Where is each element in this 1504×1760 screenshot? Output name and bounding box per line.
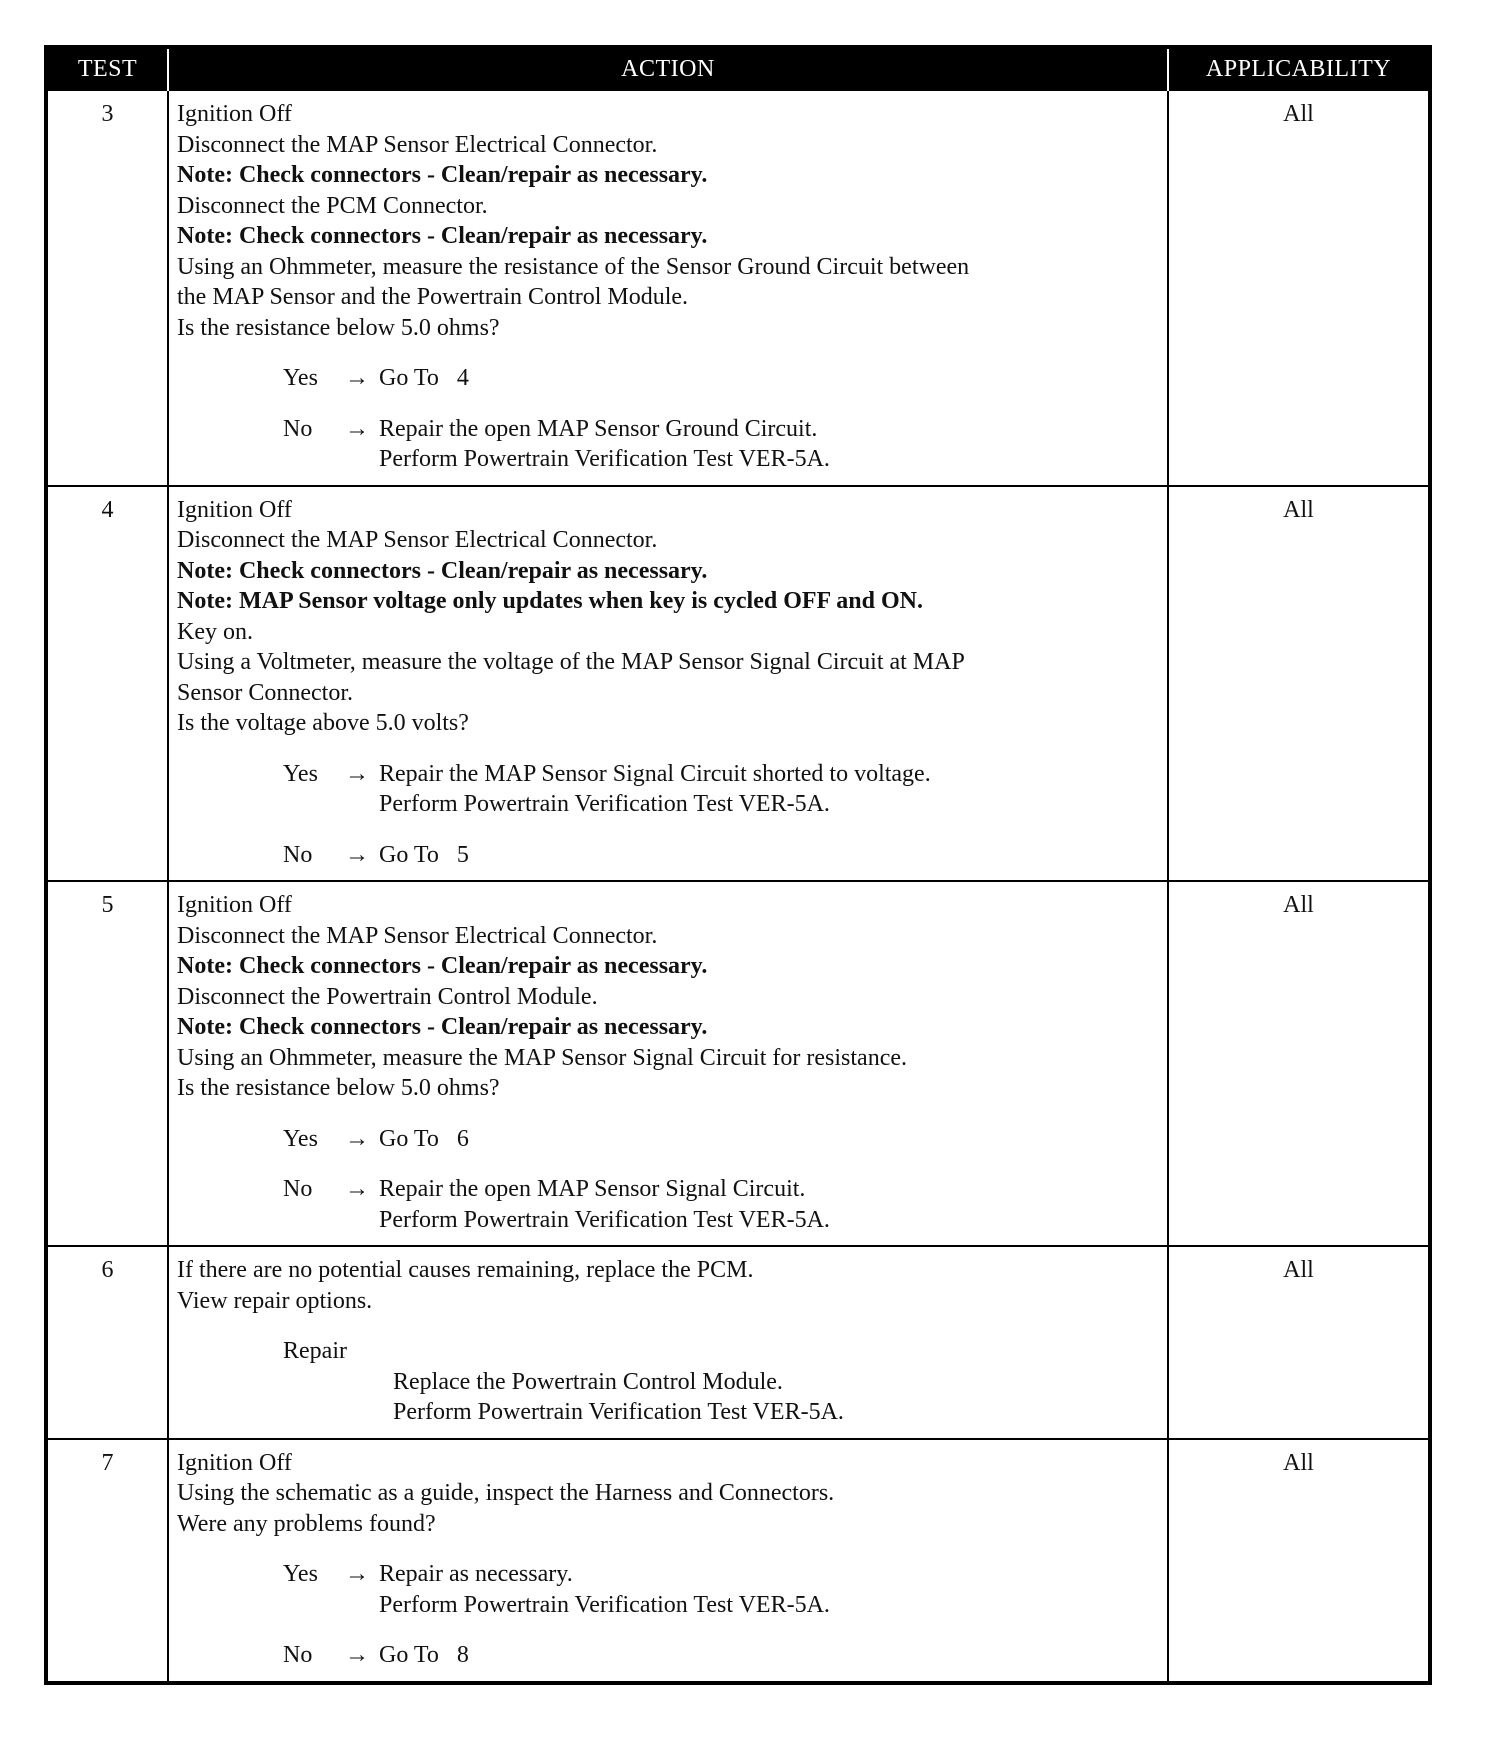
outcome-instruction: Repair the open MAP Sensor Signal Circuit. (379, 1176, 806, 1202)
repair-instruction: Perform Powertrain Verification Test VER-5A. (393, 1399, 844, 1425)
step-line: Is the resistance below 5.0 ohms? (177, 1075, 500, 1101)
action-cell (168, 881, 1168, 1246)
arrow-icon: → (345, 365, 369, 391)
arrow-icon: → (345, 1125, 369, 1152)
table-header-row (46, 47, 1430, 90)
header-action: ACTION (168, 47, 1168, 90)
goto-number: 8 (456, 1642, 469, 1668)
outcome-label: No (283, 415, 313, 442)
outcome-no (177, 1640, 1159, 1671)
step-line: Disconnect the MAP Sensor Electrical Connector. (177, 922, 658, 949)
goto-label: Go To (379, 1125, 439, 1152)
goto-number: 5 (456, 841, 469, 868)
outcome-result (379, 414, 1159, 475)
outcome-yes (177, 759, 1159, 820)
table-row (46, 90, 1430, 486)
note-line: Note: Check connectors - Clean/repair as necessary. (177, 1014, 708, 1040)
outcome-instruction: Repair the open MAP Sensor Ground Circuit. (379, 415, 818, 442)
outcome-label: Yes (283, 365, 318, 391)
step-line: If there are no potential causes remaining, replace the PCM. (177, 1257, 754, 1283)
test-number: 4 (46, 486, 168, 882)
goto-label: Go To (379, 1642, 439, 1668)
step-line: Were any problems found? (177, 1510, 436, 1537)
arrow-icon: → (345, 1176, 369, 1202)
test-number: 6 (46, 1246, 168, 1439)
goto-line (379, 840, 1159, 871)
step-line: Disconnect the MAP Sensor Electrical Connector. (177, 131, 658, 158)
step-line: Disconnect the MAP Sensor Electrical Connector. (177, 527, 658, 553)
goto-line (379, 1640, 1159, 1671)
repair-instruction: Replace the Powertrain Control Module. (393, 1368, 783, 1395)
note-line: Note: Check connectors - Clean/repair as necessary. (177, 162, 708, 188)
table-row (46, 486, 1430, 882)
outcome-result (379, 759, 1159, 820)
action-cell (168, 1439, 1168, 1683)
test-number: 5 (46, 881, 168, 1246)
step-line: Disconnect the PCM Connector. (177, 192, 488, 219)
arrow-icon: → (345, 1642, 369, 1668)
step-line: Sensor Connector. (177, 679, 353, 706)
header-test: TEST (46, 47, 168, 90)
arrow-icon: → (345, 1561, 369, 1587)
outcome-yes (177, 1124, 1159, 1155)
outcome-no (177, 414, 1159, 475)
repair-label: Repair (283, 1338, 347, 1364)
goto-number: 4 (456, 365, 469, 391)
step-line: Ignition Off (177, 1449, 292, 1476)
outcome-yes (177, 363, 1159, 394)
test-number: 7 (46, 1439, 168, 1683)
note-line: Note: MAP Sensor voltage only updates when key is cycled OFF and ON. (177, 588, 924, 614)
goto-number: 6 (456, 1125, 469, 1152)
outcome-result (379, 840, 1159, 871)
outcome-label: No (283, 1642, 313, 1668)
table-body (46, 90, 1430, 1683)
action-cell (168, 1246, 1168, 1439)
step-line: the MAP Sensor and the Powertrain Control Module. (177, 284, 689, 310)
step-line: Disconnect the Powertrain Control Module. (177, 983, 598, 1010)
note-line: Note: Check connectors - Clean/repair as necessary. (177, 953, 708, 979)
step-line: Is the voltage above 5.0 volts? (177, 710, 469, 736)
arrow-icon: → (345, 841, 369, 868)
step-line: Ignition Off (177, 101, 292, 127)
step-line: Using the schematic as a guide, inspect the Harness and Connectors. (177, 1480, 835, 1506)
applicability: All (1168, 1439, 1430, 1683)
applicability: All (1168, 486, 1430, 882)
outcome-instruction: Perform Powertrain Verification Test VER-5A. (379, 446, 830, 472)
step-line: Using an Ohmmeter, measure the resistance of the Sensor Ground Circuit between (177, 253, 970, 280)
goto-label: Go To (379, 365, 439, 391)
outcome-label: No (283, 1176, 313, 1202)
step-line: View repair options. (177, 1287, 373, 1314)
applicability: All (1168, 881, 1430, 1246)
outcome-result (379, 1124, 1159, 1155)
outcome-no (177, 1174, 1159, 1235)
outcome-instruction: Repair as necessary. (379, 1561, 573, 1587)
header-applicability: APPLICABILITY (1168, 47, 1430, 90)
step-line: Is the resistance below 5.0 ohms? (177, 314, 500, 341)
table-row (46, 881, 1430, 1246)
outcome-label: Yes (283, 760, 318, 787)
test-number: 3 (46, 90, 168, 486)
step-line: Ignition Off (177, 892, 292, 918)
step-line: Using a Voltmeter, measure the voltage of the MAP Sensor Signal Circuit at MAP (177, 649, 965, 675)
outcome-result (379, 1640, 1159, 1671)
applicability: All (1168, 1246, 1430, 1439)
outcome-label: Yes (283, 1125, 318, 1152)
outcome-instruction: Perform Powertrain Verification Test VER-5A. (379, 1591, 830, 1618)
note-line: Note: Check connectors - Clean/repair as necessary. (177, 223, 708, 249)
applicability: All (1168, 90, 1430, 486)
table-row (46, 1246, 1430, 1439)
arrow-icon: → (345, 760, 369, 787)
goto-line (379, 363, 1159, 394)
outcome-instruction: Perform Powertrain Verification Test VER-5A. (379, 791, 830, 817)
outcome-result (379, 1174, 1159, 1235)
goto-label: Go To (379, 841, 439, 868)
outcome-instruction: Repair the MAP Sensor Signal Circuit shorted to voltage. (379, 760, 931, 787)
arrow-icon: → (345, 415, 369, 442)
outcome-yes (177, 1559, 1159, 1620)
step-line: Key on. (177, 618, 253, 645)
outcome-result (379, 1559, 1159, 1620)
outcome-instruction: Perform Powertrain Verification Test VER-5A. (379, 1206, 830, 1233)
diagnostic-table (44, 45, 1432, 1685)
diagnostic-procedure-sheet (44, 45, 1428, 1685)
outcome-result (379, 363, 1159, 394)
action-cell (168, 90, 1168, 486)
table-row (46, 1439, 1430, 1683)
note-line: Note: Check connectors - Clean/repair as necessary. (177, 557, 708, 584)
repair-options (283, 1336, 1159, 1428)
outcome-label: Yes (283, 1561, 318, 1587)
outcome-no (177, 840, 1159, 871)
goto-line (379, 1124, 1159, 1155)
action-cell (168, 486, 1168, 882)
step-line: Using an Ohmmeter, measure the MAP Sensor Signal Circuit for resistance. (177, 1044, 907, 1071)
step-line: Ignition Off (177, 496, 292, 523)
repair-result (393, 1367, 1159, 1428)
outcome-label: No (283, 841, 313, 868)
